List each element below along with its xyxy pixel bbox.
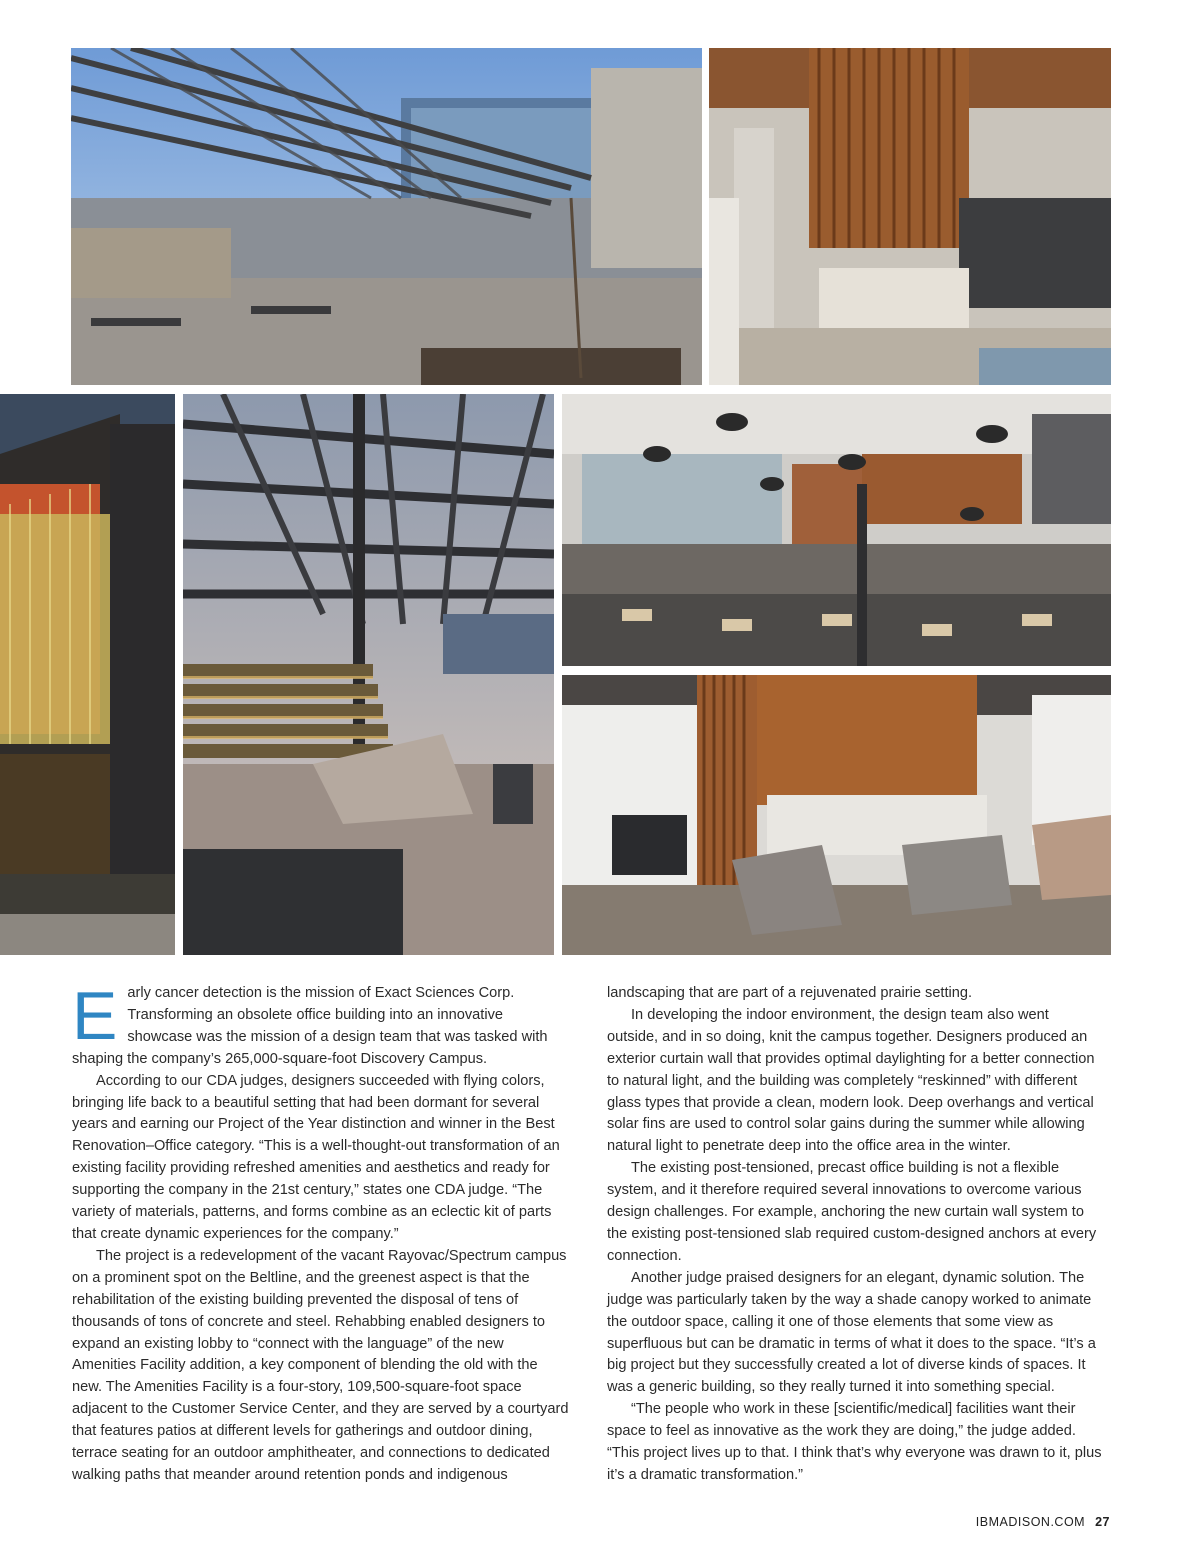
article-paragraph: According to our CDA judges, designers succeeded with flying colors, bringing life back to a beautiful setting that had been dormant for several years and earning our Project of the Year distinction and winner in the Best Renovation–Office category. “This is a well-thought-out transformation of an existing facility providing refreshed amenities and aesthetics and ready for supporting the company in the 21st century,” states one CDA judge. “The variety of materials, patterns, and forms combine as an eclectic kit of parts that create dynamic experiences for the company.” (72, 1072, 560, 1242)
article-paragraph: Another judge praised designers for an elegant, dynamic solution. The judge was particularly taken by the way a shade canopy worked to animate the outdoor space, calling it one of those elements that some view as superfluous but can be dramatic in terms of what it does to the space. “It’s a big project but they successfully created a lot of diverse kinds of spaces. It was a generic building, so they really turned it into something special. (607, 1269, 1096, 1396)
page-footer (976, 1515, 1110, 1529)
article-paragraph: The project is a redevelopment of the vacant Rayovac/Spectrum campus on a prominent spot on the Beltline, and the greenest aspect is that the rehabilitation of the existing building prevented the disposal of tens of thousands of tons of concrete and steel. Rehabbing enabled designers to expand an existing lobby to “connect with the language” of the new Amenities Facility addition, a key component of blending the old with the new. The Amenities Facility is a four-story, 109,500-square-foot space adjacent to the Customer Service Center, and they are served by a courtyard that features patios at different levels for gatherings and outdoor dining, terrace seating for an outdoor amphitheater, and connections to dedicated walking paths that meander around retention ponds and indigenous (72, 1247, 569, 1483)
photo-courtyard-pergola (71, 48, 702, 385)
photo-cafeteria-interior (562, 394, 1111, 666)
photo-facade-night (0, 394, 175, 955)
article-paragraph: The existing post-tensioned, precast office building is not a flexible system, and it therefore required several innovations to overcome various design challenges. For example, anchoring the new curtain wall system to the existing post-tensioned slab required custom-designed anchors at every connection. (607, 1160, 1097, 1264)
article-paragraph: In developing the indoor environment, the design team also went outside, and in so doing, knit the campus together. Designers produced an exterior curtain wall that provides optimal daylighting for a better connection to natural light, and the building was completely “reskinned” with different glass types that provide a clean, modern look. Deep overhangs and vertical solar fins are used to control solar gains during the summer while allowing natural light to penetrate deep into the office area in the winter. (607, 1006, 1095, 1155)
photo-lounge-chairs (562, 675, 1111, 955)
article-column-left (72, 978, 569, 1487)
page-number: 27 (1095, 1515, 1110, 1529)
drop-cap: E (72, 978, 118, 1054)
article-paragraph: “The people who work in these [scientific/medical] facilities want their space to feel as innovative as the work they are doing,” the judge added. “This project lives up to that. I think that’s why everyone was drawn to it, plus it’s a dramatic transformation.” (607, 1401, 1102, 1483)
photo-amphitheater-canopy (183, 394, 554, 955)
article-column-right (607, 983, 1103, 1487)
article-paragraph: landscaping that are part of a rejuvenated prairie setting. (607, 985, 973, 1001)
footer-site: IBMADISON.COM (975, 1515, 1086, 1529)
article-paragraph: arly cancer detection is the mission of Exact Sciences Corp. Transforming an obsolete office building into an innovative showcase was the mission of a design team that was tasked with shaping the company’s 265,000-square-foot Discovery Campus. (72, 985, 548, 1067)
photo-atrium-wood-slats (709, 48, 1111, 385)
